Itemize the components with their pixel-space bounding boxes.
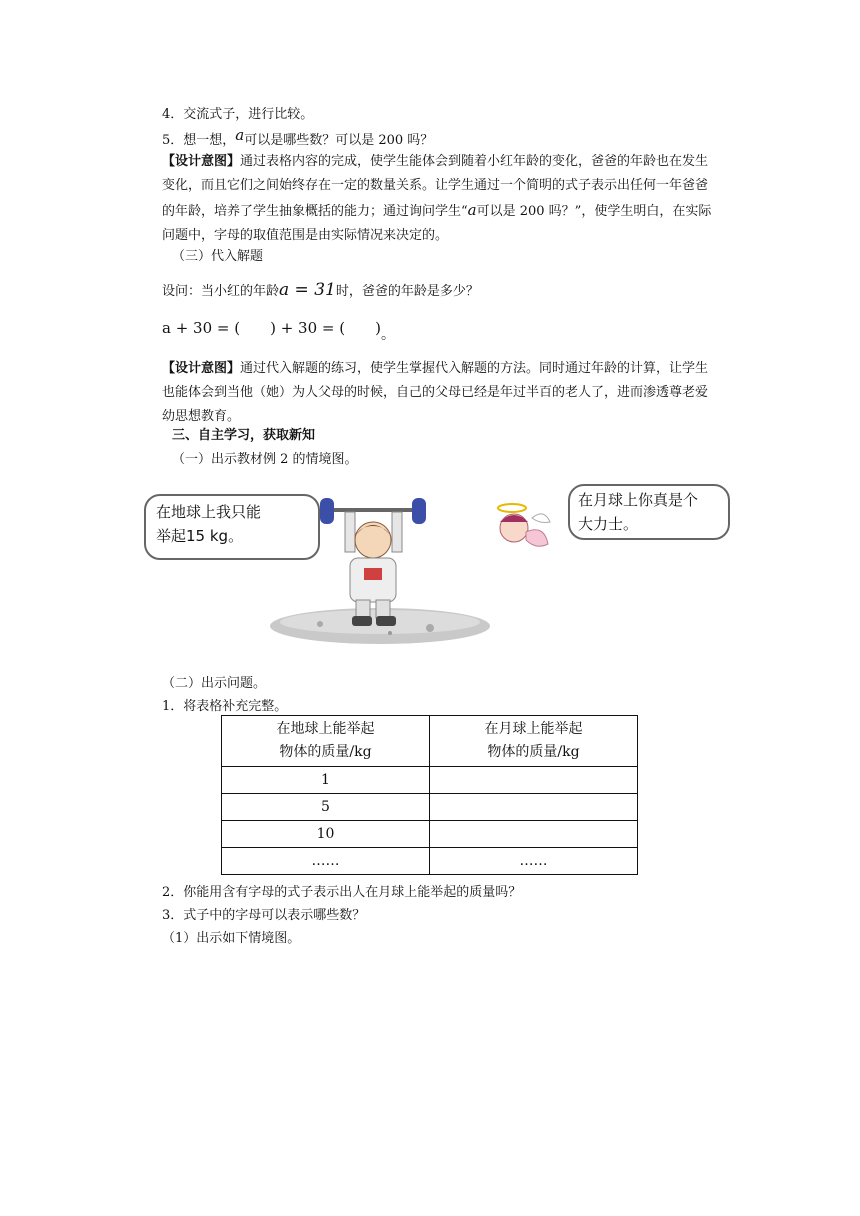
table-row	[222, 821, 638, 848]
bubble-earth-line1: 在地球上我只能	[156, 503, 262, 521]
table-row	[222, 794, 638, 821]
table-row	[222, 848, 638, 875]
question-suffix: 时，爸爸的年龄是多少？	[335, 284, 479, 299]
table-row	[222, 767, 638, 794]
question-3a: （1）出示如下情境图。	[162, 931, 301, 946]
design-intent-text: 通过代入解题的练习，使学生掌握代入解题的方法。同时通过年龄的计算，让学生也能体会到当他（她）为人父母的时候，自己的父母已经是年过半百的老人了，进而渗透尊老爱幼思想教育。	[162, 361, 709, 424]
header-earth-line1: 在地球上能举起	[276, 721, 375, 737]
textbook-illustration	[140, 478, 740, 654]
table-cell-earth: 10	[222, 821, 430, 848]
speech-bubble-earth	[144, 494, 320, 560]
design-intent-2	[162, 357, 712, 429]
step-5	[162, 126, 434, 149]
bubble-earth-line2: 举起15 kg。	[156, 527, 244, 545]
question-3: 3．式子中的字母可以表示哪些数？	[162, 908, 366, 923]
step-4: 4．交流式子，进行比较。	[162, 107, 314, 122]
design-intent-text-b: 可以是 200 吗？”，使学生明白，在实际问题中，字母的取值范围是由实际情况来决定的。	[162, 204, 712, 243]
table-header-moon	[430, 716, 638, 767]
question-1: 1．将表格补充完整。	[162, 699, 288, 714]
formula-a-equals-31: a = 31	[279, 280, 336, 300]
table-header-row	[222, 716, 638, 767]
mass-table	[221, 715, 638, 875]
table-cell-moon: ……	[430, 848, 638, 875]
header-moon-line1: 在月球上能举起	[484, 721, 583, 737]
speech-bubble-moon	[568, 484, 730, 540]
table-header-earth	[222, 716, 430, 767]
formula-expression: a + 30 = ( ) + 30 = ( )	[162, 319, 381, 337]
table-cell-moon	[430, 767, 638, 794]
design-intent-1	[162, 150, 712, 248]
substitution-formula	[162, 319, 395, 343]
question-age	[162, 282, 479, 300]
design-intent-tag: 【设计意图】	[162, 361, 241, 376]
header-moon-line2: 物体的质量/kg	[487, 744, 580, 760]
section-heading-3: 三、自主学习，获取新知	[172, 428, 316, 443]
step-5-suffix: 可以是哪些数？可以是 200 吗？	[244, 133, 434, 148]
section-substitute: （三）代入解题	[172, 249, 264, 264]
question-2: 2．你能用含有字母的式子表示出人在月球上能举起的质量吗？	[162, 885, 522, 900]
table-cell-earth: 5	[222, 794, 430, 821]
show-questions: （二）出示问题。	[162, 676, 267, 691]
step-5-prefix: 5．想一想，	[162, 133, 236, 148]
bubble-moon-line2: 大力士。	[578, 515, 639, 533]
design-intent-tag: 【设计意图】	[162, 154, 241, 169]
bubble-moon-line1: 在月球上你真是个	[578, 491, 699, 509]
design-intent-text-a: 通过表格内容的完成，使学生能体会到随着小红年龄的变化，爸爸的年龄也在发生变化，而且它们之间始终存在一定的数量关系。让学生通过一个简明的式子表示出任何一年爸爸的年龄，培养了学生抽象概括的能力；通过询问学生“	[162, 154, 709, 219]
formula-period: 。	[380, 327, 395, 343]
table-cell-earth: ……	[222, 848, 430, 875]
header-earth-line2: 物体的质量/kg	[279, 744, 372, 760]
variable-a: a	[235, 126, 245, 144]
show-example-2: （一）出示教材例 2 的情境图。	[172, 452, 358, 467]
table-cell-moon	[430, 794, 638, 821]
table-cell-moon	[430, 821, 638, 848]
question-prefix: 设问：当小红的年龄	[162, 284, 280, 299]
table-cell-earth: 1	[222, 767, 430, 794]
variable-a: a	[467, 201, 477, 219]
